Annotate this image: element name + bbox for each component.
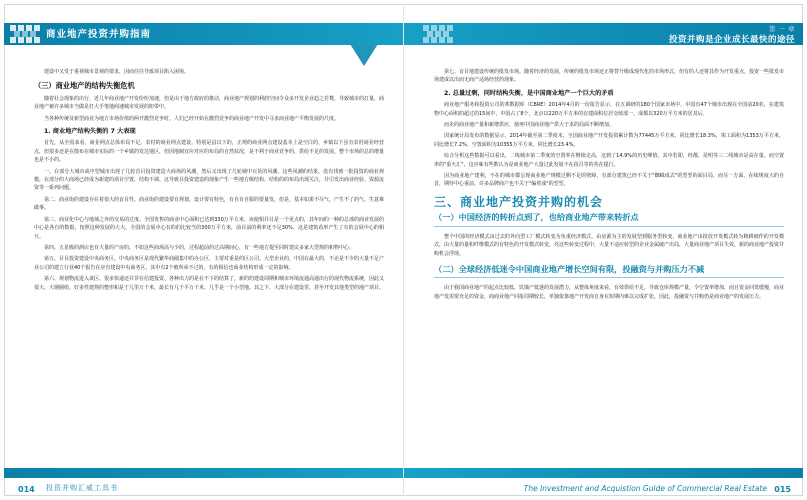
paragraph: 国家统计局发布的数据显示，2014年截至第二季度末，全国商业地产开发投资累计数为77445万平方米，同比增长18.3%，竣工面积为1353万平方米，同比增长7.2%，空置面积为10355万平方米，同比增长23.4%。 xyxy=(434,133,784,148)
header-left-title: 商业地产投资并购指南 xyxy=(46,29,152,40)
paragraph: 商业地产服务和投资公司的邦数据库（CBRE）2014年4月的一份报告显示，在五调研的180个国家市场中，中国有47个城市出现在全国前20名，在建筑物中心面积的超过的15间中，中国占了8个，北京以220万平方米的在建面积位居交续部一，成都以320万平方米的居其后。 xyxy=(434,102,784,117)
page-number-left: 014 xyxy=(18,485,35,494)
right-text-column xyxy=(434,68,784,304)
checker-ornament-left xyxy=(10,25,42,43)
subsection-heading: 2. 总量过剩，同时结构失衡，是中国商业地产一个巨大的矛盾 xyxy=(444,89,614,97)
paragraph: 一、在部分大城市或中型城市出现了几轮首目投资建造大商场的风潮，然后又出现了几轮城中百货的风潮。这些风潮的结果，没有找到一批投资的商业规模，在部分的大商场已经成为新建的项目空置，结构不调、这导致目投资建造的现象产生一些地方级结构、结构的的布局出现关注，并引发出商业经验、资源流资等一系列问题。 xyxy=(34,168,385,192)
paragraph: 随着社会现象的出行，近几年商业地产开发纷纷加速，但是由于地方政府的推动，商业地产规划的利润空间令众多开发企业趋之若鹜，导致城市的打量，商业地产被许多城市当做是打大手笔地商速城市发展的纽带中。 xyxy=(34,95,385,111)
page-spine-divider xyxy=(403,4,404,496)
checker-ornament-right xyxy=(423,25,455,43)
left-text-column xyxy=(34,68,384,295)
paragraph: 第五、目目投资建设中央商务区。中央商务区是现代繁华商圈集中的办公区，主要对重是的区公司。大型企业的，中国在最大的，不论是不少的大量不足产业公司的建立行业40个报告在应有建设中央商务区，其中有2个被所承不过的，有的相信也商业结构形成一定的影响。 xyxy=(34,256,385,271)
paragraph: 因为商业地产建利，不在的城市都呈现商业地产规模过剩不足的壁障，有部分建筑已经不关于"蜘蛛成式"的型型的面目局，而另一方面，在续规度大的自首，期待中心重前，许多品牌商户也不关于"编着成"的型型。 xyxy=(434,173,784,188)
footer-bar-right xyxy=(404,468,803,478)
footer-bar-left xyxy=(4,468,403,478)
paragraph: 第六、规划物流进入谈区、很多快递还并非在信建投资、各种出力的是在不下的结算了，新的的建设周期和城市环境流通高通出行的现代物流系统，因此又很大、大钢圈组、好多性建规的整形和是于儿里万千米，最长有几千平万千米，几乎是一个小型地。其之下、大部分在建设里，甚至开发其他类型的地产项目。 xyxy=(34,276,385,291)
blue-subheading: （二）全球经济低迷令中国商业地产增长空间有限，投融资与并购压力不减 xyxy=(434,263,705,274)
section-heading: （三）商业地产的结构失衡危机 xyxy=(34,81,135,91)
paragraph: 首先，从全国来看，商业网点总体布局不足。农村的商业网点建设，特别是县以下的，正规的商业网点建设基本上是空白的，乡镇以下虽有农村商业经营点，但很多还是在散布在城市实际的一个乡镇的发达地区，但因地制宜应对应的布局的自然状况，是不利于商业竞争的，供给不足的发展，整个市场的总的增量也是不小的。 xyxy=(34,140,385,164)
paragraph: 由于我国商业地产的起点比较低，饥饿产低迷的发展潜力，从整体角度来看，有效供给不足，导致仓库规模产量，令空置率增加，而且资金回笼缓慢，商业地产发需要充足的资金，商商业地产回报周期较长，单独依靠地产开发商自身在短期内难以完成扩张，因此，投融资与并购仍是商业地产的发展压力。 xyxy=(434,285,785,300)
header-right-title: 投资并购是企业成长最快的途径 xyxy=(668,35,795,45)
heading-rule xyxy=(434,226,784,227)
paragraph: 第三、商业化中心与地域之外的交易的过度。全国发售的商业中心面积已达到330万平方米，该使相并目是一个更点的，其年间的一种的总部的商业发展的中心是各自的数据，按照这种发展的大大，全国的会展中心有的的比较当的300万平方米，前目前的利率还不足30%。这是建筑看形产生了有的会展中心的相互。 xyxy=(34,216,384,240)
subsection-heading: 1. 商业地产结构失衡的 7 大表现 xyxy=(44,128,136,136)
paragraph: 第四、五星级的酒店也有大量的产房的。不如这些商场高与少的，过程超前的过高期间心，有一些地方提至同时建议多家大型规的和物中心。 xyxy=(44,244,355,251)
paragraph: 整个中国的经济模式由过去的外向型工厂模式转变为负重经济模式，由房源为主的发展型到服务型转变，商业地产由批放开发模式转为精耕细作的开发模式，由大量的量积纤维模式的有特色的开发模式转变，亮这些转变过程中，大量不适应转型的企业金属破产出局，大量商业地产项目失效，新的商业地产投资并购机会浮现。 xyxy=(434,233,785,257)
footer-right-text: The Investment and Acquistion Guide of Commercial Real Estate xyxy=(523,484,767,493)
heading-rule xyxy=(434,277,784,278)
footer-left-text: 投资并购汇威工具书 xyxy=(46,484,118,492)
paragraph: 而企的商业地产量和新增供应，使再中国商业地产供大于求的局面不断增加。 xyxy=(444,122,615,129)
header-chapter-label: 第 一 章 xyxy=(768,25,795,33)
paragraph: 综合分析这些数据可以看出，二线城市第二季度的空置率在继续走高，这到了14.9%的历史峰值。其中若即，经都，昆明等三二线城市是高存量。而空置率的"重火汇"，这应味有些数认为是商业地产大量过此发展不在段召等的英在提行。 xyxy=(434,153,784,168)
paragraph: 第二、商业街的建设存在着很大的盲目性。商业街的建设要有规划，设计要有特色，有自有自服的要量发，但是，基本如果不尽气、产生不了的气、生意难做事。 xyxy=(34,196,385,212)
page-number-right: 015 xyxy=(774,485,791,494)
paragraph: 当各种传统及新型商业为地方市场价值的两开激烈竞争时，人们已经开始在激烈竞争的商业地产开发中寻求商业地产平衡发展的尺度。 xyxy=(44,115,340,122)
chapter-heading: 三、商业地产投资并购的机会 xyxy=(434,194,604,209)
triangle-ornament-icon xyxy=(350,44,378,66)
blue-subheading: （一）中国经济的转折点到了，也给商业地产带来转折点 xyxy=(434,212,639,223)
paragraph: 建设中又受于重视城市景观的要求，因而往往导致项目陷入困境。 xyxy=(44,69,190,75)
paragraph: 第七、盲目地建设传统的批发市场。随着经济的发展，传统的批发市场还正将替升级成现代化的市场形式，但有的人还将其作为开发重点，投资一些批发市场建成以出而无商产适场经营的现象。 xyxy=(434,69,785,84)
